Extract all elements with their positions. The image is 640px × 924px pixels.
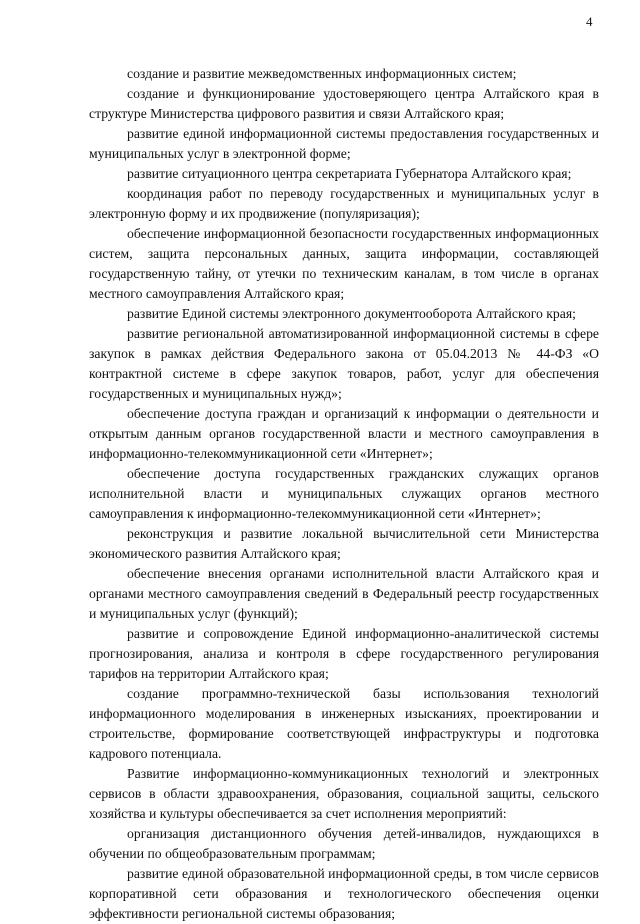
paragraph: развитие единой образовательной информационной среды, в том числе сервисов корпоративной сети образования и технологического обеспечения оценки эффективности региональной системы образования; (89, 866, 599, 921)
paragraph: развитие и сопровождение Единой информационно-аналитической системы прогнозирования, анализа и контроля в сфере государственного регулирования тарифов на территории Алтайского края; (89, 626, 599, 681)
paragraph: координация работ по переводу государственных и муниципальных услуг в электронную форму и их продвижение (популяризация); (89, 186, 599, 221)
document-body (89, 64, 599, 924)
paragraph: развитие единой информационной системы предоставления государственных и муниципальных услуг в электронной форме; (89, 126, 599, 161)
paragraph: развитие Единой системы электронного документооборота Алтайского края; (127, 306, 576, 321)
page-number: 4 (586, 14, 593, 29)
paragraph: Развитие информационно-коммуникационных технологий и электронных сервисов в области здравоохранения, образования, социальной защиты, сельского хозяйства и культуры обеспечивается за счет исполнения мероприятий: (89, 766, 599, 821)
paragraph: создание программно-технической базы использования технологий информационного моделирования в инженерных изысканиях, проектировании и строительстве, формирование соответствующей инфраструктуры и подготовка кадрового потенциала. (89, 686, 599, 761)
paragraph: создание и развитие межведомственных информационных систем; (127, 66, 517, 81)
paragraph: обеспечение доступа граждан и организаций к информации о деятельности и открытым данным органов государственной власти и местного самоуправления в информационно-телекоммуникационной сети «Интернет»; (89, 406, 599, 461)
paragraph: обеспечение внесения органами исполнительной власти Алтайского края и органами местного самоуправления сведений в Федеральный реестр государственных и муниципальных услуг (функций); (89, 566, 599, 621)
paragraph: развитие ситуационного центра секретариата Губернатора Алтайского края; (127, 166, 572, 181)
paragraph: обеспечение доступа государственных гражданских служащих органов исполнительной власти и муниципальных служащих органов местного самоуправления к информационно-телекоммуникационной сети «Интернет»; (89, 466, 599, 521)
paragraph: обеспечение информационной безопасности государственных информационных систем, защита персональных данных, защита информации, составляющей государственную тайну, от утечки по техническим каналам, в том числе в органах местного самоуправления Алтайского края; (89, 226, 599, 301)
paragraph: развитие региональной автоматизированной информационной системы в сфере закупок в рамках действия Федерального закона от 05.04.2013 № 44-ФЗ «О контрактной системе в сфере закупок товаров, работ, услуг для обеспечения государственных и муниципальных нужд»; (89, 326, 599, 401)
paragraph: реконструкция и развитие локальной вычислительной сети Министерства экономического развития Алтайского края; (89, 526, 599, 561)
paragraph: создание и функционирование удостоверяющего центра Алтайского края в структуре Министерства цифрового развития и связи Алтайского края; (89, 86, 599, 121)
paragraph: организация дистанционного обучения детей-инвалидов, нуждающихся в обучении по общеобразовательным программам; (89, 826, 599, 861)
